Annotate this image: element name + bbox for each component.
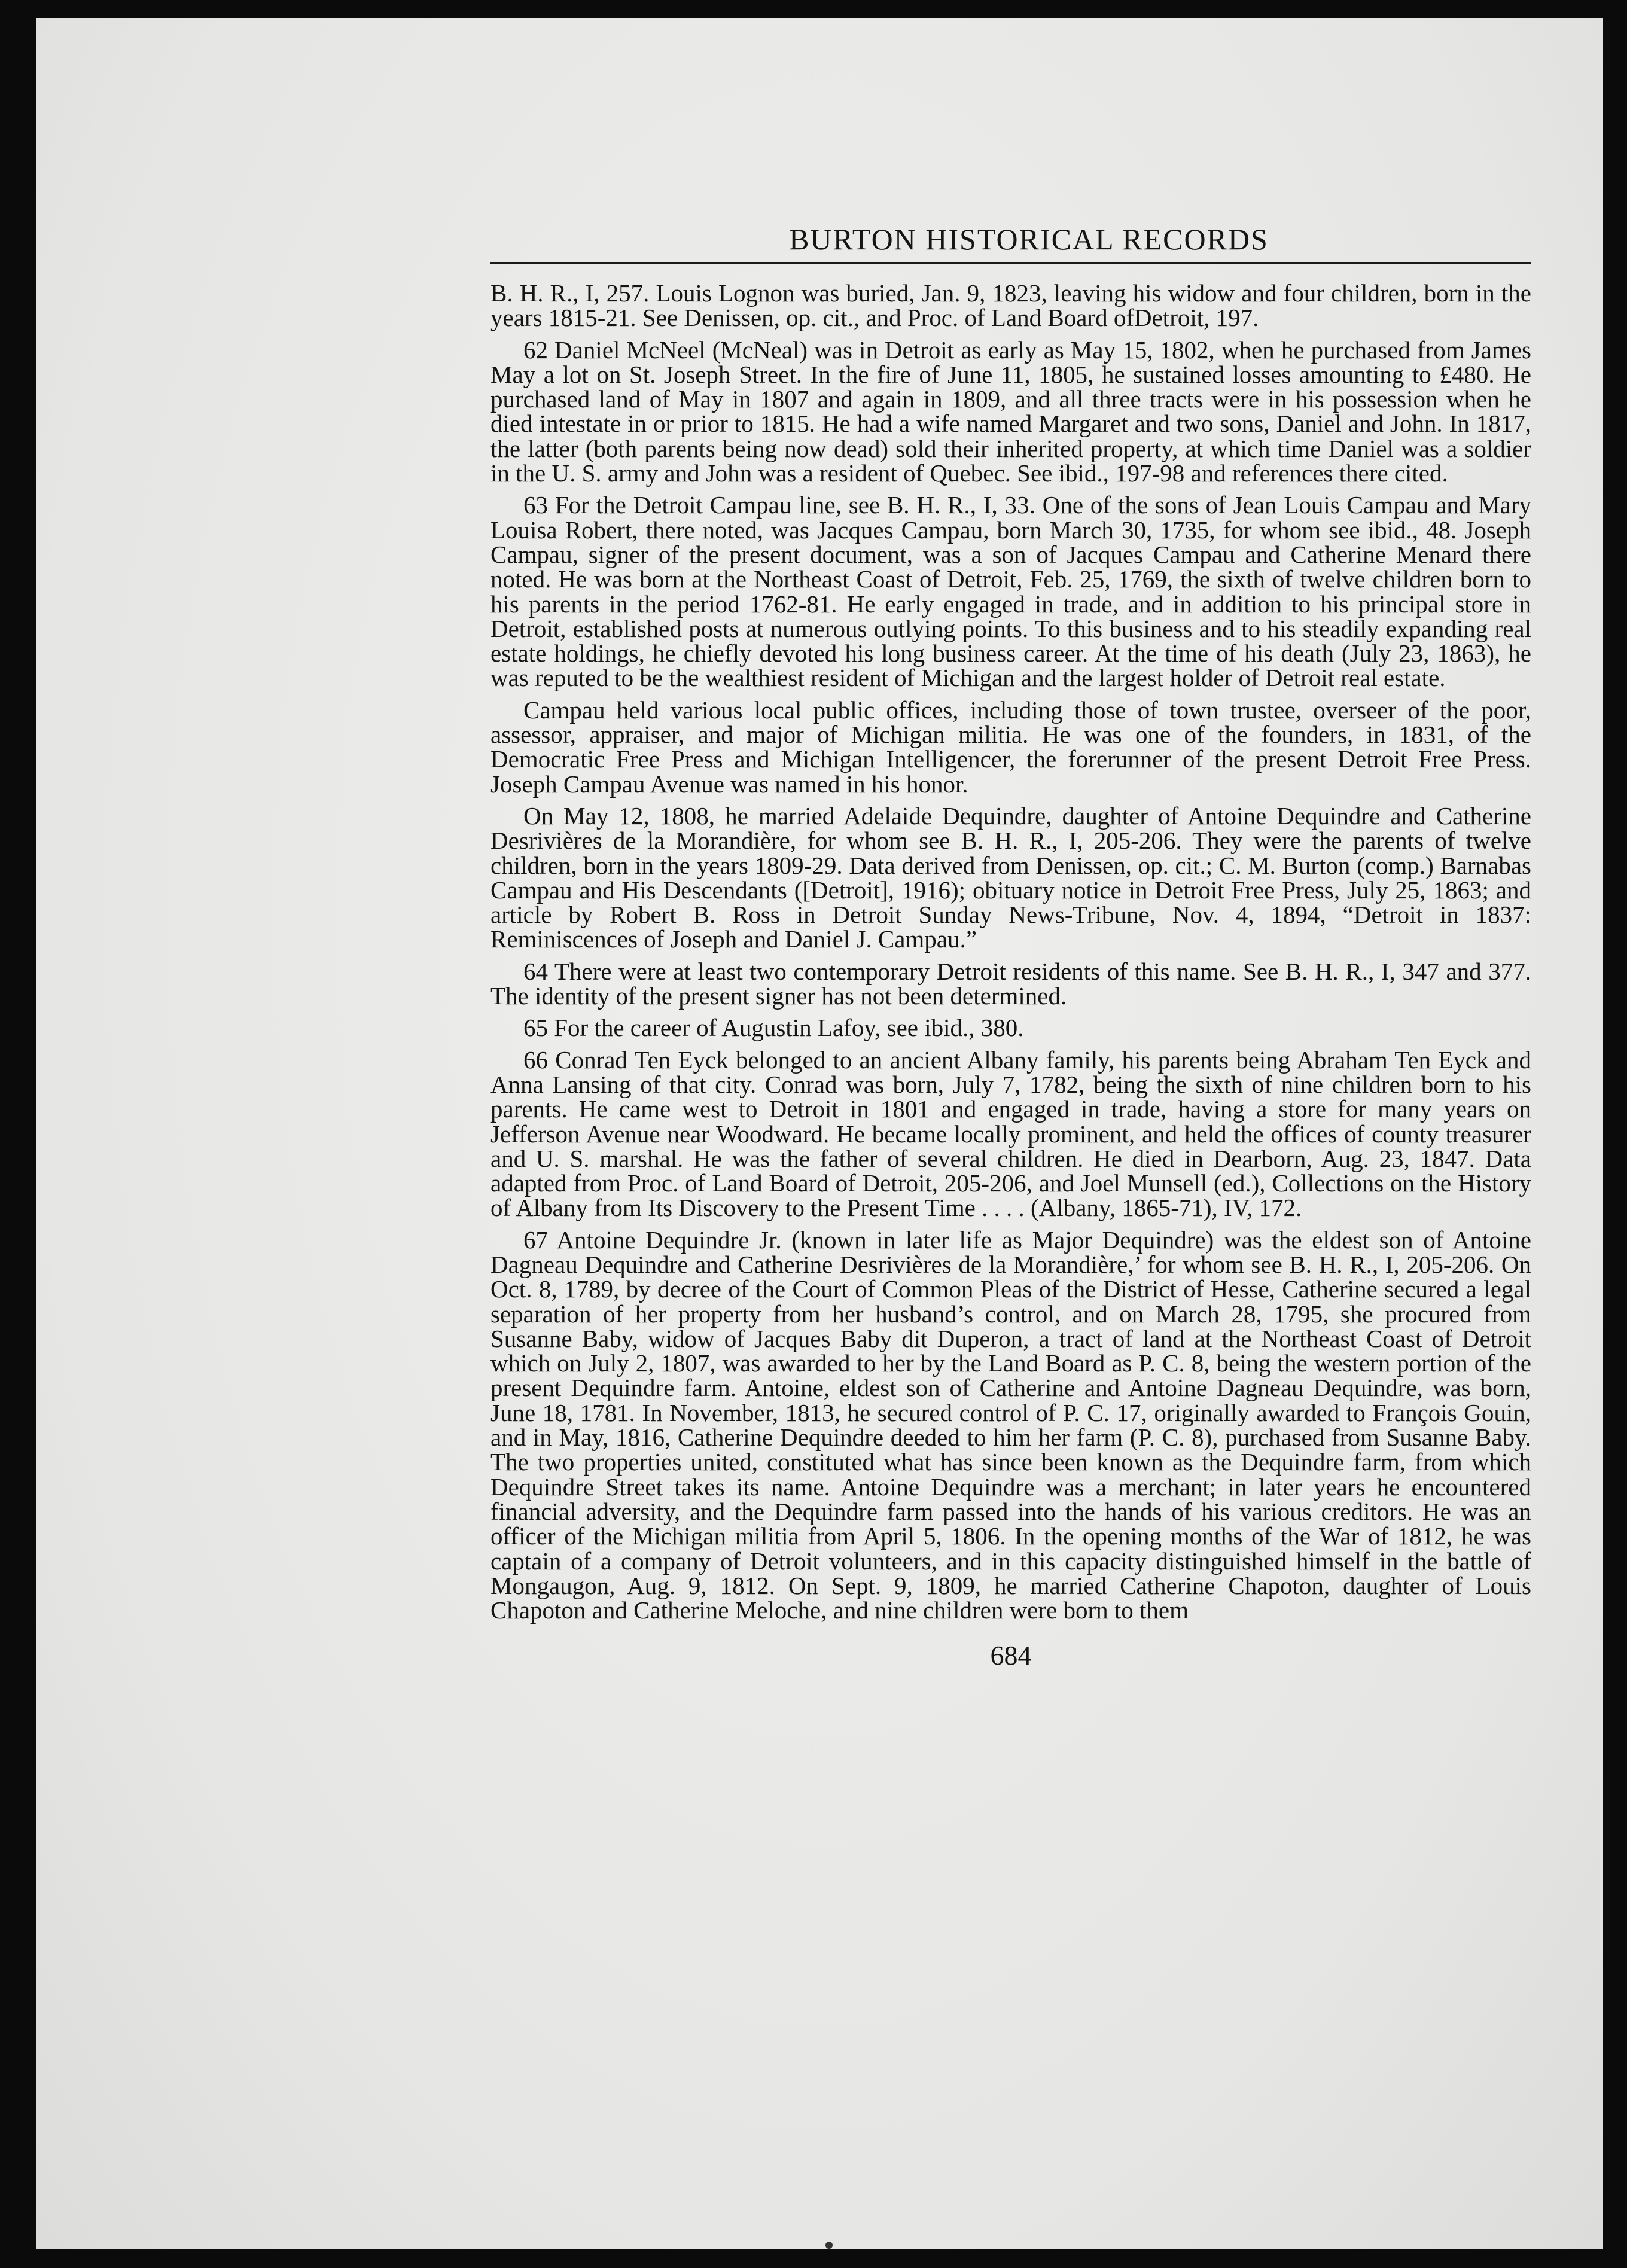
note-text: Daniel McNeel (McNeal) was in Detroit as early as May 15, 1802, when he purchased from James May a lot on St. Joseph Street. In the fire of June 11, 1805, he sustained losses amounting to £480. He purchased land of May in 1807 and again in 1809, and all three tracts were in his possession when he died intestate in or prior to 1815. He had a wife named Margaret and two sons, Daniel and John. In 1817, the latter (both parents being now dead) sold their inherited property, at which time Daniel was a soldier in the U. S. army and John was a resident of Quebec. See ibid., 197-98 and references there cited. — [490, 336, 1532, 487]
note-number: 66 — [523, 1045, 548, 1074]
note-text: For the Detroit Campau line, see B. H. R., I, 33. One of the sons of Jean Louis Campau and Mary Louisa Robert, there noted, was Jacques Campau, born March 30, 1735, for whom see ibid., 48. Joseph Campau, signer of the present document, was a son of Jacques Campau and Catherine Menard there noted. He was born at the Northeast Coast of Detroit, Feb. 25, 1769, the sixth of twelve children born to his parents in the period 1762-81. He early engaged in trade, and in addition to his principal store in Detroit, established posts at numerous outlying points. To this business and to his steadily expanding real estate holdings, he chiefly devoted his long business career. At the time of his death (July 23, 1863), he was reputed to be the wealthiest resident of Michigan and the largest holder of Detroit real estate. — [490, 491, 1532, 692]
footnote-63-paragraph-2 — [490, 698, 1531, 797]
note-text: Conrad Ten Eyck belonged to an ancient Albany family, his parents being Abraham Ten Eyck and Anna Lansing of that city. Conrad was born, July 7, 1782, being the sixth of nine children born to his parents. He came west to Detroit in 1801 and engaged in trade, having a store for many years on Jefferson Avenue near Woodward. He became locally prominent, and held the offices of county treasurer and U. S. marshal. He was the father of several children. He died in Dearborn, Aug. 23, 1847. Data adapted from Proc. of Land Board of Detroit, 205-206, and Joel Munsell (ed.), Collections on the History of Albany from Its Discovery to the Present Time . . . . (Albany, 1865-71), IV, 172. — [490, 1045, 1531, 1222]
footnote-62 — [490, 338, 1531, 486]
note-text: For the career of Augustin Lafoy, see ibid., 380. — [554, 1014, 1024, 1042]
scan-speck — [825, 2242, 833, 2249]
document-page — [36, 18, 1603, 2249]
footnote-63-paragraph-3 — [490, 801, 1531, 953]
footnote-61-continuation — [490, 281, 1531, 331]
note-text: B. H. R., I, 257. Louis Lognon was buried, Jan. 9, 1823, leaving his widow and four children, born in the years 1815-21. See Denissen, op. cit., and Proc. of Land Board ofDetroit, 197. — [490, 279, 1531, 332]
note-text: There were at least two contemporary Detroit residents of this name. See B. H. R., I, 347 and 377. The identity of the present signer has not been determined. — [490, 957, 1532, 1010]
note-text: Campau held various local public offices, including those of town trustee, overseer of the poor, assessor, appraiser, and major of Michigan militia. He was one of the founders, in 1831, of the Democratic Free Press and Michigan Intelligencer, the forerunner of the present Detroit Free Press. Joseph Campau Avenue was named in his honor. — [490, 696, 1531, 798]
footnote-63 — [490, 493, 1531, 690]
note-number: 65 — [523, 1014, 548, 1042]
text-block — [490, 221, 1532, 1671]
note-text: On May 12, 1808, he married Adelaide Dequindre, daughter of Antoine Dequindre and Catherine Desrivières de la Morandière, for whom see B. H. R., I, 205-206. They were the parents of twelve children, born in the years 1809-29. Data derived from Denissen, op. cit.; C. M. Burton (comp.) Barnabas Campau and His Descendants ([Detroit], 1916); obituary notice in Detroit Free Press, July 25, 1863; and article by Robert B. Ross in Detroit Sunday News-Tribune, Nov. 4, 1894, “Detroit in 1837: Reminiscences of Joseph and Daniel J. Campau.” — [490, 801, 1531, 953]
note-number: 64 — [523, 957, 548, 985]
note-number: 62 — [523, 336, 548, 364]
note-text: Antoine Dequindre Jr. (known in later life as Major Dequindre) was the eldest son of Antoine Dagneau Dequindre and Catherine Desrivières de la Morandière,’ for whom see B. H. R., I, 205-206. On Oct. 8, 1789, by decree of the Court of Common Pleas of the District of Hesse, Catherine secured a legal separation of her property from her husband’s control, and on March 28, 1795, she procured from Susanne Baby, widow of Jacques Baby dit Duperon, a tract of land at the Northeast Coast of Detroit which on July 2, 1807, was awarded to her by the Land Board as P. C. 8, being the western portion of the present Dequindre farm. Antoine, eldest son of Catherine and Antoine Dagneau Dequindre, was born, June 18, 1781. In November, 1813, he secured control of P. C. 17, originally awarded to François Gouin, and in May, 1816, Catherine Dequindre deeded to him her farm (P. C. 8), purchased from Susanne Baby. The two properties united, constituted what has since been known as the Dequindre farm, from which Dequindre Street takes its name. Antoine Dequindre was a merchant; in later years he encountered financial adversity, and the Dequindre farm passed into the hands of his various creditors. He was an officer of the Michigan militia from April 5, 1806. In the opening months of the War of 1812, he was captain of a company of Detroit volunteers, and in this capacity distinguished himself in the battle of Mongaugon, Aug. 9, 1812. On Sept. 9, 1809, he married Catherine Chapoton, daughter of Louis Chapoton and Catherine Meloche, and nine children were born to them — [490, 1226, 1531, 1624]
footnote-66 — [490, 1045, 1531, 1222]
footnote-64 — [490, 959, 1531, 1009]
note-number: 63 — [523, 491, 548, 519]
footnote-67 — [490, 1228, 1531, 1623]
page-number: 684 — [990, 1640, 1032, 1671]
running-head: BURTON HISTORICAL RECORDS — [789, 222, 1269, 256]
note-number: 67 — [523, 1226, 548, 1254]
header-rule — [490, 262, 1531, 264]
footnote-65 — [490, 1016, 1531, 1040]
